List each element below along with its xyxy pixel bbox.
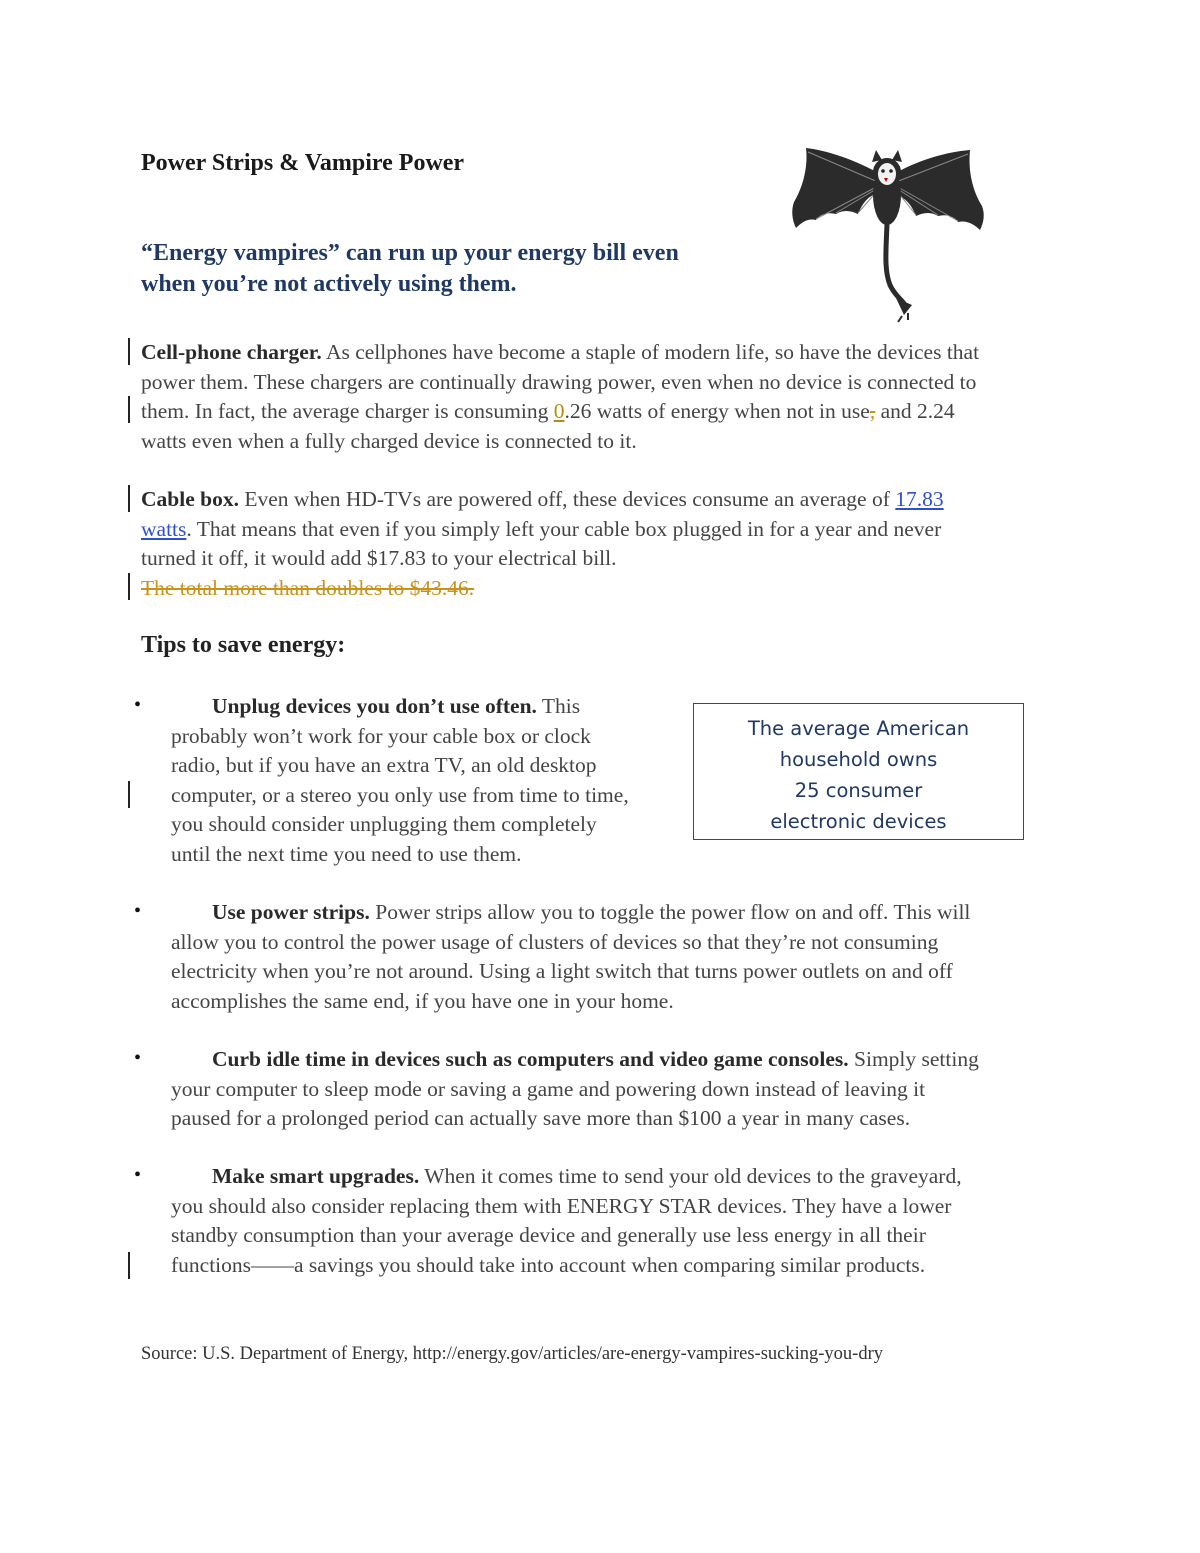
bullet-icon: • <box>134 1164 142 1186</box>
tip-line: Power strips allow you to toggle the power flow on and off. This will <box>369 900 971 924</box>
tip-item <box>171 1162 1071 1280</box>
cable-line-2: . That means that even if you simply left your cable box plugged in for a year and never <box>186 516 942 541</box>
tip-line: paused for a prolonged period can actually save more than $100 a year in many cases. <box>171 1106 911 1130</box>
tip-line: standby consumption than your average device and generally use less energy in all their <box>171 1223 926 1247</box>
cable-lead: Cable box. <box>141 487 239 511</box>
revision-bar <box>128 396 130 423</box>
document-title: Power Strips & Vampire Power <box>141 150 465 176</box>
callout-line: The average American <box>747 717 970 740</box>
revision-bar <box>128 338 130 365</box>
cell-lead: Cell-phone charger. <box>141 340 322 364</box>
tip-item <box>171 1045 1071 1134</box>
watts-link-part-2[interactable]: watts <box>141 516 187 541</box>
cell-line-3c: and 2.24 <box>875 399 955 423</box>
tip-lead: Curb idle time in devices such as computers and video game consoles. <box>212 1047 849 1071</box>
callout-line: 25 consumer <box>794 779 923 802</box>
cell-line-3a: them. In fact, the average charger is consuming <box>141 399 554 423</box>
tip-line: functions——a savings you should take into account when comparing similar products. <box>171 1252 926 1277</box>
tip-line: probably won’t work for your cable box or clock <box>171 723 591 748</box>
revision-bar <box>128 485 130 512</box>
tip-line: you should also consider replacing them with ENERGY STAR devices. They have a lower <box>171 1193 952 1218</box>
subtitle-line-1: “Energy vampires” can run up your energy bill even <box>141 240 679 266</box>
tip-item <box>171 898 1071 1016</box>
tip-lead: Use power strips. <box>212 900 370 924</box>
cell-phone-paragraph <box>141 338 1071 456</box>
tip-item <box>171 692 691 869</box>
tip-line: When it comes time to send your old devices to the graveyard, <box>419 1164 962 1188</box>
cable-box-paragraph <box>141 485 1071 603</box>
cell-line-1: As cellphones have become a staple of modern life, so have the devices that <box>321 340 980 364</box>
revision-bar <box>128 1252 130 1279</box>
tips-heading: Tips to save energy: <box>141 632 346 658</box>
cell-line-2: power them. These chargers are continually drawing power, even when no device is connected to <box>141 369 977 394</box>
callout-line: electronic devices <box>770 810 947 833</box>
statistic-callout-box <box>693 703 1024 840</box>
tip-line: allow you to control the power usage of clusters of devices so that they’re not consuming <box>171 929 939 954</box>
cable-line-3: turned it off, it would add $17.83 to your electrical bill. <box>141 546 617 570</box>
tip-lead: Unplug devices you don’t use often. <box>212 694 537 718</box>
revision-bar <box>128 781 130 808</box>
tip-line: electricity when you’re not around. Using a light switch that turns power outlets on and off <box>171 959 953 983</box>
cable-line-1: Even when HD-TVs are powered off, these devices consume an average of <box>238 487 896 511</box>
watts-link-part-1[interactable]: 17.83 <box>895 487 944 511</box>
inserted-text: 0 <box>553 399 565 423</box>
tip-line: radio, but if you have an extra TV, an old desktop <box>171 753 597 777</box>
source-citation: Source: U.S. Department of Energy, http://energy.gov/articles/are-energy-vampires-sucking-you-dry <box>141 1344 884 1364</box>
tip-line: This <box>536 694 581 718</box>
tip-line: computer, or a stereo you only use from time to time, <box>171 782 629 807</box>
tip-line: Simply setting <box>848 1047 979 1071</box>
vampire-bat-image <box>786 140 988 325</box>
deleted-sentence: The total more than doubles to $43.46. <box>141 575 475 600</box>
tip-line: your computer to sleep mode or saving a game and powering down instead of leaving it <box>171 1076 926 1101</box>
deleted-text: , <box>869 399 876 423</box>
revision-bar <box>128 573 130 600</box>
cell-line-4: watts even when a fully charged device is connected to it. <box>141 428 637 453</box>
callout-line: household owns <box>779 748 938 771</box>
tip-line: you should consider unplugging them completely <box>171 812 597 836</box>
bullet-icon: • <box>134 1047 142 1069</box>
tip-lead: Make smart upgrades. <box>212 1164 420 1188</box>
cell-line-3b: .26 watts of energy when not in use <box>564 399 870 423</box>
tip-line: until the next time you need to use them. <box>171 841 522 866</box>
bullet-icon: • <box>134 900 142 922</box>
bullet-icon: • <box>134 694 142 716</box>
subtitle-line-2: when you’re not actively using them. <box>141 271 517 297</box>
tip-line: accomplishes the same end, if you have one in your home. <box>171 988 674 1013</box>
subtitle <box>141 238 761 300</box>
